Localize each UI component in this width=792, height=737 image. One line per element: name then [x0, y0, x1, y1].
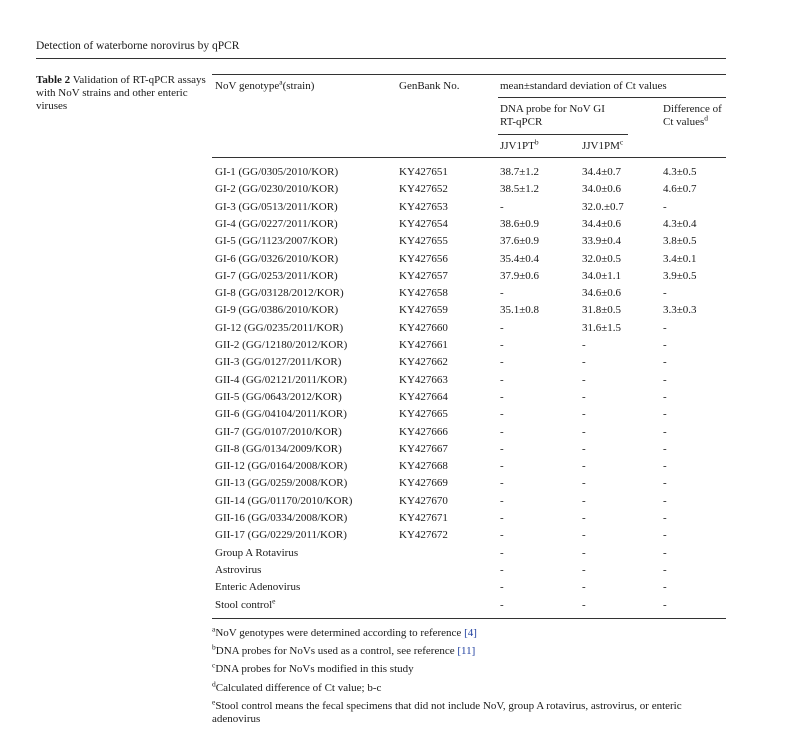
mean-header-rule [498, 97, 726, 98]
cell-jjv1pt: 38.6±0.9 [500, 217, 540, 230]
cell-genbank: KY427659 [399, 304, 448, 317]
cell-jjv1pm: - [582, 546, 586, 559]
cell-jjv1pm: - [582, 581, 586, 594]
cell-jjv1pm: 34.6±0.6 [582, 287, 622, 300]
reference-link[interactable]: [4] [464, 627, 477, 639]
cell-genotype: GI-3 (GG/0513/2011/KOR) [215, 200, 338, 213]
cell-genotype: GI-7 (GG/0253/2011/KOR) [215, 269, 338, 282]
cell-jjv1pm: 32.0.±0.7 [582, 200, 624, 213]
header-bottom-rule [212, 157, 726, 158]
cell-difference: - [663, 321, 667, 334]
cell-jjv1pt: - [500, 460, 504, 473]
col-header-pt: $JJV1PT^b$ [500, 137, 539, 152]
probe-header-rule [498, 134, 628, 135]
cell-jjv1pm: 31.8±0.5 [582, 304, 622, 317]
footnote-mark: e [212, 697, 216, 707]
cell-difference: - [663, 200, 667, 213]
footnote-marker: e [272, 595, 276, 605]
cell-genbank: KY427651 [399, 166, 448, 178]
cell-genotype: GI-9 (GG/0386/2010/KOR) [215, 304, 339, 317]
cell-genotype: Stool control$^e$ [215, 595, 276, 611]
cell-jjv1pm: - [582, 408, 586, 421]
cell-difference: 4.3±0.4 [663, 217, 697, 230]
cell-jjv1pm: 34.0±1.1 [582, 269, 622, 282]
cell-difference: - [663, 356, 667, 369]
cell-genotype: GI-5 (GG/1123/2007/KOR) [215, 235, 338, 248]
cell-genotype: GI-2 (GG/0230/2010/KOR) [215, 183, 339, 196]
running-head: Detection of waterborne norovirus by qPCR [36, 40, 240, 52]
cell-difference: 3.4±0.1 [663, 252, 697, 265]
cell-jjv1pm: - [582, 512, 586, 524]
cell-genbank: KY427669 [399, 477, 448, 490]
cell-jjv1pt: 35.4±0.4 [500, 252, 540, 265]
cell-difference: - [663, 287, 667, 300]
reference-link[interactable]: [11] [457, 645, 476, 657]
footnote-c: $^c$DNA probes for NoVs modified in this study [212, 660, 414, 675]
cell-jjv1pt: - [500, 408, 504, 421]
cell-genbank: KY427654 [399, 217, 448, 230]
footnote-e: $^e$Stool control means the fecal specimens that did not include NoV, group A rotavirus, astrovirus, or enteric adenovirus [212, 697, 682, 725]
cell-genbank: KY427661 [399, 339, 448, 351]
cell-jjv1pm: 34.0±0.6 [582, 183, 622, 196]
cell-difference: - [663, 494, 667, 507]
cell-difference: 4.6±0.7 [663, 183, 697, 196]
cell-genbank: KY427653 [399, 200, 448, 213]
cell-genotype: GII-3 (GG/0127/2011/KOR) [215, 356, 342, 369]
footnote-mark: d [212, 679, 216, 689]
cell-genotype: GI-1 (GG/0305/2010/KOR) [215, 166, 339, 178]
col-header-probe-line2: RT-qPCR [500, 116, 543, 128]
cell-jjv1pt: - [500, 512, 504, 524]
cell-difference: - [663, 408, 667, 421]
cell-jjv1pt: - [500, 494, 504, 507]
cell-jjv1pm: - [582, 529, 586, 542]
cell-difference: - [663, 425, 667, 438]
cell-jjv1pm: 33.9±0.4 [582, 235, 622, 248]
cell-genbank: KY427652 [399, 183, 448, 196]
cell-jjv1pt: - [500, 287, 504, 300]
cell-jjv1pm: - [582, 563, 586, 576]
cell-genbank: KY427663 [399, 373, 448, 386]
cell-jjv1pt: 37.9±0.6 [500, 269, 540, 282]
cell-genbank: KY427665 [399, 408, 448, 421]
cell-jjv1pt: - [500, 442, 504, 455]
cell-genotype: GI-8 (GG/03128/2012/KOR) [215, 287, 344, 300]
cell-jjv1pt: - [500, 529, 504, 542]
cell-jjv1pt: - [500, 321, 504, 334]
footnote-mark: c [212, 660, 216, 670]
cell-jjv1pm: - [582, 390, 586, 403]
cell-jjv1pm: 31.6±1.5 [582, 321, 622, 334]
cell-difference: - [663, 373, 667, 386]
cell-genbank: KY427671 [399, 512, 448, 524]
cell-jjv1pt: - [500, 546, 504, 559]
cell-difference: 4.3±0.5 [663, 166, 697, 178]
cell-genotype: GII-14 (GG/01170/2010/KOR) [215, 494, 353, 507]
cell-difference: - [663, 442, 667, 455]
cell-jjv1pm: - [582, 494, 586, 507]
cell-difference: - [663, 460, 667, 473]
cell-genotype: GII-17 (GG/0229/2011/KOR) [215, 529, 347, 542]
cell-genotype: GII-4 (GG/02121/2011/KOR) [215, 373, 347, 386]
cell-difference: 3.9±0.5 [663, 269, 697, 282]
footnote-b: $^b$DNA probes for NoVs used as a control, see reference [11] [212, 642, 476, 657]
cell-jjv1pm: 32.0±0.5 [582, 252, 622, 265]
cell-jjv1pm: - [582, 339, 586, 351]
cell-jjv1pm: - [582, 373, 586, 386]
cell-jjv1pt: - [500, 477, 504, 490]
footnote-d: $^d$Calculated difference of Ct value; b-c [212, 679, 382, 694]
cell-difference: - [663, 512, 667, 524]
cell-genbank: KY427660 [399, 321, 448, 334]
cell-difference: - [663, 529, 667, 542]
cell-difference: 3.3±0.3 [663, 304, 697, 317]
cell-jjv1pt: - [500, 356, 504, 369]
cell-difference: - [663, 598, 667, 611]
table-label: Table 2 [36, 74, 71, 86]
cell-jjv1pt: - [500, 598, 504, 611]
cell-jjv1pt: 37.6±0.9 [500, 235, 540, 248]
cell-genbank: KY427667 [399, 442, 448, 455]
cell-jjv1pt: 38.5±1.2 [500, 183, 540, 196]
cell-jjv1pm: - [582, 598, 586, 611]
cell-jjv1pt: 35.1±0.8 [500, 304, 540, 317]
cell-genbank: KY427672 [399, 529, 448, 542]
cell-genotype: GII-12 (GG/0164/2008/KOR) [215, 460, 348, 473]
col-header-genotype: NoV genotype$^a$(strain) [215, 77, 315, 92]
cell-genotype: GII-8 (GG/0134/2009/KOR) [215, 442, 342, 455]
cell-genotype: GI-12 (GG/0235/2011/KOR) [215, 321, 344, 334]
cell-genbank: KY427656 [399, 252, 448, 265]
table-caption [36, 74, 206, 113]
cell-genbank: KY427657 [399, 269, 448, 282]
table-caption-text: Validation of RT-qPCR assays with NoV strains and other enteric viruses [36, 74, 206, 112]
cell-genotype: GII-13 (GG/0259/2008/KOR) [215, 477, 348, 490]
col-header-pm: $JJV1PM^c$ [582, 137, 624, 152]
header-rule [36, 58, 726, 59]
cell-genbank: KY427664 [399, 390, 448, 403]
cell-genotype: GII-7 (GG/0107/2010/KOR) [215, 425, 342, 438]
cell-genotype: GI-4 (GG/0227/2011/KOR) [215, 217, 338, 230]
col-header-genbank: GenBank No. [399, 80, 460, 92]
cell-genotype: GII-6 (GG/04104/2011/KOR) [215, 408, 347, 421]
cell-jjv1pt: - [500, 339, 504, 351]
cell-jjv1pm: 34.4±0.7 [582, 166, 622, 178]
footnote-a: $^a$NoV genotypes were determined according to reference [4] [212, 624, 477, 639]
cell-difference: - [663, 546, 667, 559]
cell-jjv1pm: - [582, 460, 586, 473]
cell-difference: 3.8±0.5 [663, 235, 697, 248]
col-header-probe-line1: DNA probe for NoV GI [500, 103, 605, 115]
cell-genbank: KY427662 [399, 356, 448, 369]
cell-jjv1pt: - [500, 581, 504, 594]
cell-jjv1pm: - [582, 425, 586, 438]
footnote-mark: a [212, 624, 216, 634]
cell-genbank: KY427668 [399, 460, 448, 473]
cell-jjv1pt: 38.7±1.2 [500, 166, 540, 178]
footnote-mark: b [212, 642, 216, 652]
cell-jjv1pt: - [500, 200, 504, 213]
cell-jjv1pm: - [582, 356, 586, 369]
cell-genbank: KY427655 [399, 235, 448, 248]
cell-genotype: GII-5 (GG/0643/2012/KOR) [215, 390, 342, 403]
cell-genotype: Group A Rotavirus [215, 546, 299, 559]
cell-genbank: KY427666 [399, 425, 448, 438]
cell-jjv1pm: - [582, 442, 586, 455]
cell-genotype: Enteric Adenovirus [215, 581, 301, 594]
cell-jjv1pm: 34.4±0.6 [582, 217, 622, 230]
cell-jjv1pt: - [500, 563, 504, 576]
cell-jjv1pm: - [582, 477, 586, 490]
col-header-diff-line2: Ct values$^d$ [663, 113, 708, 128]
cell-difference: - [663, 339, 667, 351]
cell-genotype: GII-2 (GG/12180/2012/KOR) [215, 339, 348, 351]
table-bottom-rule [212, 618, 726, 619]
cell-difference: - [663, 477, 667, 490]
cell-genbank: KY427658 [399, 287, 448, 300]
cell-jjv1pt: - [500, 425, 504, 438]
cell-difference: - [663, 390, 667, 403]
table-top-rule [212, 74, 726, 75]
col-header-mean: mean±standard deviation of Ct values [500, 80, 667, 92]
cell-genotype: GI-6 (GG/0326/2010/KOR) [215, 252, 339, 265]
cell-genbank: KY427670 [399, 494, 448, 507]
cell-genotype: Astrovirus [215, 563, 262, 576]
cell-jjv1pt: - [500, 390, 504, 403]
cell-difference: - [663, 581, 667, 594]
cell-difference: - [663, 563, 667, 576]
cell-jjv1pt: - [500, 373, 504, 386]
cell-genotype: GII-16 (GG/0334/2008/KOR) [215, 512, 348, 524]
col-header-diff-line1: Difference of [663, 103, 722, 115]
